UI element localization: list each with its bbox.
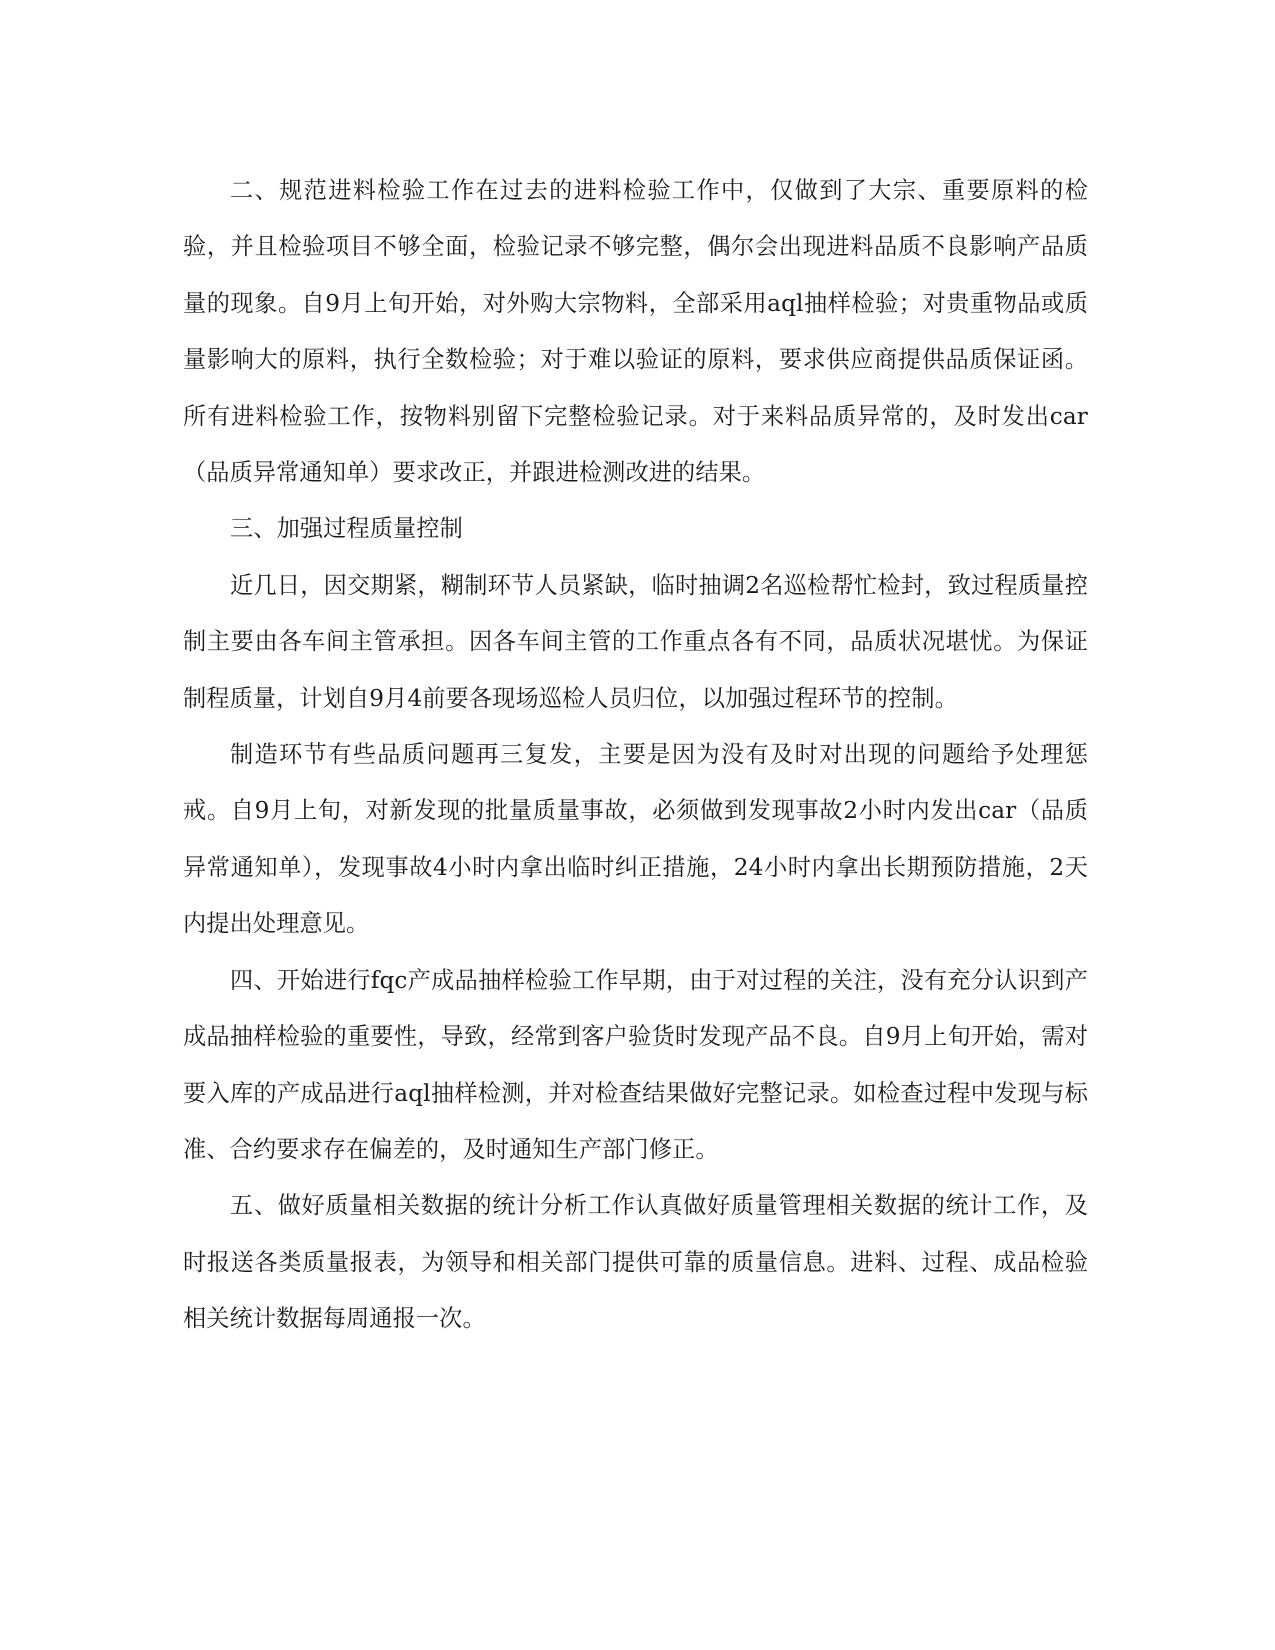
paragraph-incoming-inspection: 二、规范进料检验工作在过去的进料检验工作中，仅做到了大宗、重要原料的检验，并且检验项目不够全面，检验记录不够完整，偶尔会出现进料品质不良影响产品质量的现象。自9月上旬开始，对外购大宗物料，全部采用aql抽样检验；对贵重物品或质量影响大的原料，执行全数检验；对于难以验证的原料，要求供应商提供品质保证函。所有进料检验工作，按物料别留下完整检验记录。对于来料品质异常的，及时发出car（品质异常通知单）要求改正，并跟进检测改进的结果。: [183, 177, 1088, 487]
paragraph-recent-staffing: 近几日，因交期紧，糊制环节人员紧缺，临时抽调2名巡检帮忙检封，致过程质量控制主要由各车间主管承担。因各车间主管的工作重点各有不同，品质状况堪忧。为保证制程质量，计划自9月4前要各现场巡检人员归位，以加强过程环节的控制。: [183, 571, 1088, 712]
paragraph-manufacturing-issues: 制造环节有些品质问题再三复发，主要是因为没有及时对出现的问题给予处理惩戒。自9月上旬，对新发现的批量质量事故，必须做到发现事故2小时内发出car（品质异常通知单），发现事故4小时内拿出临时纠正措施，24小时内拿出长期预防措施，2天内提出处理意见。: [183, 741, 1088, 938]
heading-process-quality-control: 三、加强过程质量控制: [230, 515, 463, 543]
document-body: [183, 163, 1088, 1348]
paragraph-data-statistics: 五、做好质量相关数据的统计分析工作认真做好质量管理相关数据的统计工作，及时报送各类质量报表，为领导和相关部门提供可靠的质量信息。进料、过程、成品检验相关统计数据每周通报一次。: [183, 1192, 1088, 1333]
paragraph-fqc-sampling: 四、开始进行fqc产成品抽样检验工作早期，由于对过程的关注，没有充分认识到产成品抽样检验的重要性，导致，经常到客户验货时发现产品不良。自9月上旬开始，需对要入库的产成品进行aql抽样检测，并对检查结果做好完整记录。如检查过程中发现与标准、合约要求存在偏差的，及时通知生产部门修正。: [183, 966, 1088, 1163]
